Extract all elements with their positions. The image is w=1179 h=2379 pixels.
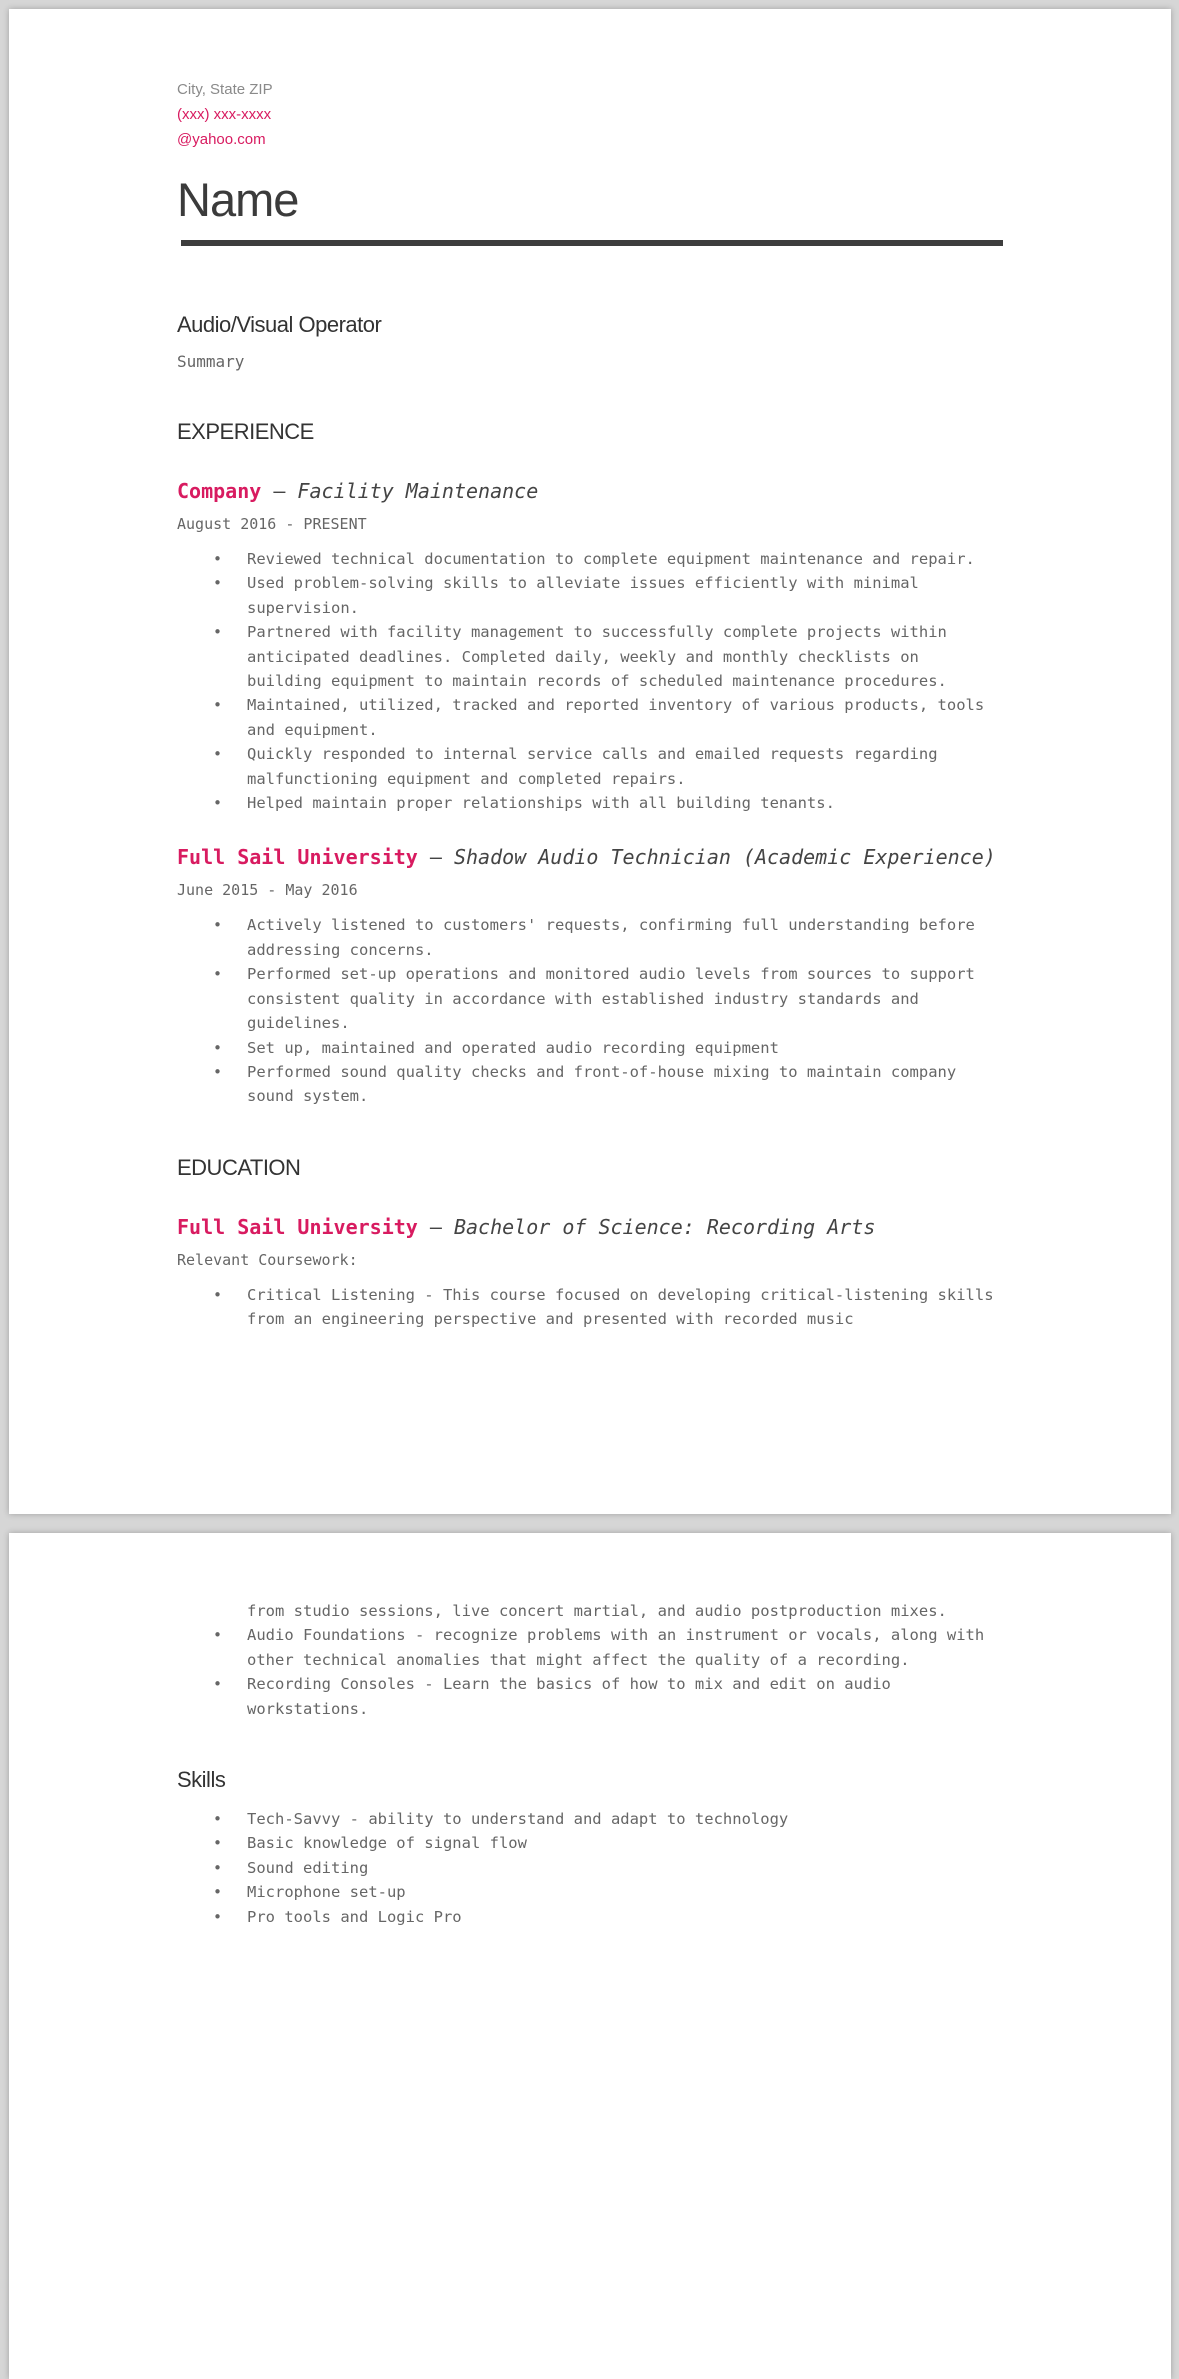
job-organization: Company	[177, 479, 262, 503]
list-item: • Microphone set-up	[247, 1880, 1001, 1904]
skills-list	[177, 1807, 1001, 1929]
contact-email[interactable]: @yahoo.com	[177, 131, 266, 148]
education-section-title: EDUCATION	[177, 1154, 301, 1180]
coursework-list	[177, 1283, 1001, 1332]
education-degree: Bachelor of Science: Recording Arts	[453, 1214, 876, 1239]
education-title	[177, 1215, 1001, 1239]
job-separator: —	[261, 479, 298, 503]
job-dates: June 2015 - May 2016	[177, 881, 358, 900]
candidate-name: Name	[177, 173, 299, 226]
job-entry	[177, 479, 1001, 815]
resume-page-1	[9, 9, 1171, 1514]
list-item: • Used problem-solving skills to alleviate issues efficiently with minimal supervision.	[247, 571, 1001, 620]
list-item: • Performed set-up operations and monitored audio levels from sources to support consistent quality in accordance with established industry standards and guidelines.	[247, 962, 1001, 1035]
job-role: Shadow Audio Technician (Academic Experience)	[453, 845, 996, 870]
list-item: • Basic knowledge of signal flow	[247, 1831, 1001, 1855]
list-item: • Partnered with facility management to successfully complete projects within anticipated deadlines. Completed daily, weekly and monthly checklists on building equipment to maintain records of scheduled maintenance procedures.	[247, 620, 1001, 693]
contact-block	[177, 77, 1001, 152]
name-divider	[181, 240, 1003, 246]
list-item: • Recording Consoles - Learn the basics of how to mix and edit on audio workstations.	[247, 1672, 1001, 1721]
list-item: • Set up, maintained and operated audio recording equipment	[247, 1036, 1001, 1060]
list-item: • Performed sound quality checks and front-of-house mixing to maintain company sound system.	[247, 1060, 1001, 1109]
list-item: • Reviewed technical documentation to complete equipment maintenance and repair.	[247, 547, 1001, 571]
summary-text: Summary	[177, 352, 245, 371]
coursework-continued	[177, 1599, 1001, 1623]
list-item: • Pro tools and Logic Pro	[247, 1905, 1001, 1929]
job-bullet-list	[177, 547, 1001, 815]
job-headline: Audio/Visual Operator	[177, 312, 382, 337]
list-item: • Actively listened to customers' requests, confirming full understanding before addressing concerns.	[247, 913, 1001, 962]
job-title	[177, 479, 1001, 503]
list-item: • Helped maintain proper relationships with all building tenants.	[247, 791, 1001, 815]
job-entry	[177, 845, 1001, 1108]
contact-address: City, State ZIP	[177, 81, 273, 98]
list-item: • Critical Listening - This course focused on developing critical-listening skills from an engineering perspective and presented with recorded music	[247, 1283, 1001, 1332]
job-bullet-list	[177, 913, 1001, 1108]
experience-section-title: EXPERIENCE	[177, 419, 314, 444]
job-role: Facility Maintenance	[297, 479, 539, 503]
list-item: • Quickly responded to internal service calls and emailed requests regarding malfunctioning equipment and completed repairs.	[247, 742, 1001, 791]
job-dates: August 2016 - PRESENT	[177, 515, 367, 533]
list-item: • Sound editing	[247, 1856, 1001, 1880]
list-item-continued: from studio sessions, live concert martial, and audio postproduction mixes.	[247, 1602, 947, 1620]
list-item: • Maintained, utilized, tracked and reported inventory of various products, tools and equipment.	[247, 693, 1001, 742]
job-organization: Full Sail University	[177, 845, 418, 870]
education-organization: Full Sail University	[177, 1214, 418, 1239]
coursework-label: Relevant Coursework:	[177, 1250, 358, 1269]
coursework-list-continued	[177, 1623, 1001, 1721]
job-title	[177, 845, 1001, 869]
list-item: • Audio Foundations - recognize problems with an instrument or vocals, along with other technical anomalies that might affect the quality of a recording.	[247, 1623, 1001, 1672]
list-item: • Tech-Savvy - ability to understand and adapt to technology	[247, 1807, 1001, 1831]
job-separator: —	[417, 845, 454, 870]
contact-phone[interactable]: (xxx) xxx-xxxx	[177, 106, 272, 123]
skills-section-title: Skills	[177, 1767, 226, 1793]
education-separator: —	[417, 1214, 454, 1239]
resume-page-2	[9, 1533, 1171, 2379]
